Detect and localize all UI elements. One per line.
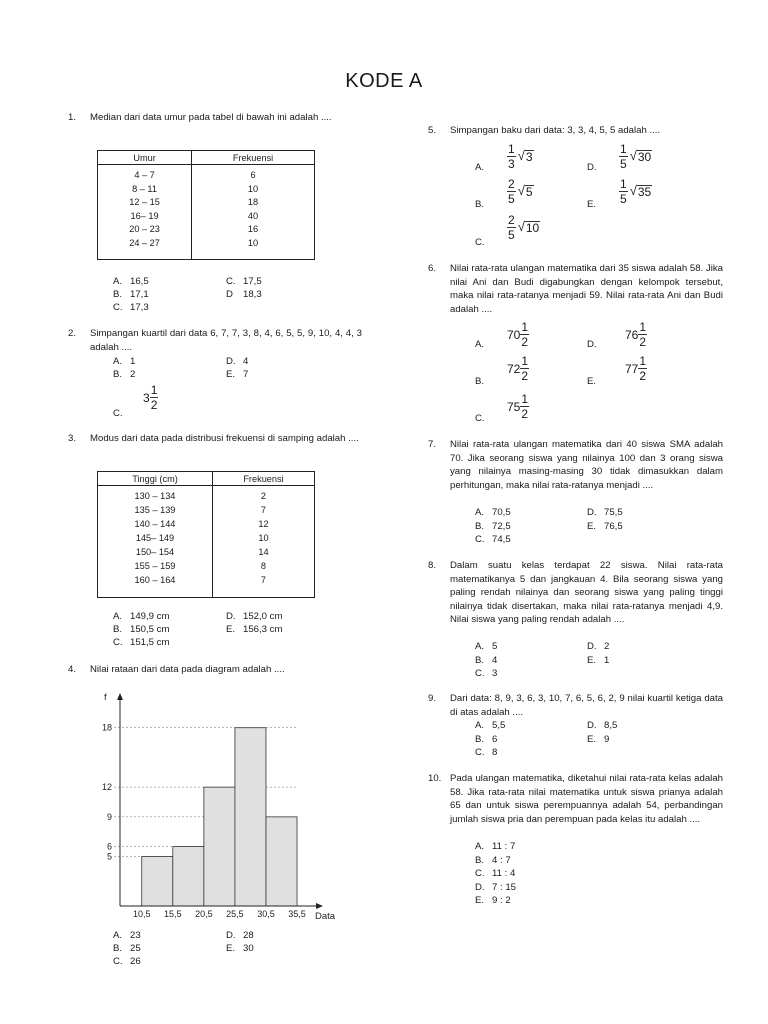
- table-row: [98, 518, 315, 532]
- option-d[interactable]: D. 28: [226, 930, 254, 941]
- height-frequency-table: [97, 471, 315, 598]
- table-cell: 155 – 159: [98, 560, 213, 574]
- x-tick-label: 20,5: [195, 909, 213, 919]
- table-row: [98, 546, 315, 560]
- y-tick-label: 5: [106, 851, 112, 862]
- y-tick-label: 12: [101, 782, 112, 793]
- option-d[interactable]: D. 152,0 cm: [226, 611, 283, 622]
- question-number: 5.: [428, 125, 437, 136]
- table-cell: 4 – 7: [98, 165, 192, 183]
- mixed-fraction: 75 $\frac{1}{2}$: [507, 392, 529, 421]
- table-row: [98, 165, 315, 183]
- mixed-fraction: 3 $\frac{1}{2}$: [143, 383, 158, 412]
- table-cell: 130 – 134: [98, 486, 213, 505]
- question-number: 10.: [428, 773, 442, 784]
- question-7: [428, 438, 723, 492]
- fraction-root: $\frac{1}{5}$ √ 35: [620, 177, 652, 206]
- mixed-fraction: 70 $\frac{1}{2}$: [507, 320, 529, 349]
- y-tick-label: 6: [106, 841, 112, 852]
- option-e[interactable]: E.: [587, 199, 597, 210]
- question-number: 7.: [428, 439, 437, 450]
- option-b[interactable]: B. 2: [113, 369, 136, 380]
- option-a[interactable]: A. 70,5: [475, 507, 511, 518]
- question-text: Simpangan kuartil dari data 6, 7, 7, 3, 8, 4, 6, 5, 5, 9, 10, 4, 4, 3 adalah ....: [90, 328, 362, 353]
- question-4: [68, 663, 362, 677]
- table-row: [98, 223, 315, 237]
- fraction-root: $\frac{2}{5}$ √ 5: [508, 177, 533, 206]
- option-c[interactable]: C.: [113, 408, 123, 419]
- question-text: Modus dari data pada distribusi frekuensi di samping adalah ....: [90, 433, 359, 444]
- question-number: 3.: [68, 433, 77, 444]
- table-cell: 40: [247, 210, 259, 221]
- table-header: Umur: [98, 151, 192, 165]
- option-a[interactable]: A. 5,5: [475, 720, 506, 731]
- table-cell: 24 – 27: [98, 237, 192, 260]
- option-a[interactable]: A.: [475, 162, 485, 173]
- table-row: [98, 196, 315, 210]
- option-b[interactable]: B.: [475, 199, 485, 210]
- option-e[interactable]: E. 1: [587, 654, 610, 666]
- question-text: Pada ulangan matematika, diketahui nilai rata-rata kelas adalah 58. Jika rata-rata nilai matematika untuk siswa prianya adalah 65 dan untuk siswa perempuannya adalah 54, perbandingan jumlah siswa pria dan perempuan pada kelas itu adalah ....: [450, 773, 723, 825]
- mixed-fraction: 76 $\frac{1}{2}$: [625, 320, 647, 349]
- table-cell: 145– 149: [98, 532, 213, 546]
- table-row: [98, 183, 315, 197]
- option-c[interactable]: C. 3: [475, 668, 498, 679]
- x-tick-label: 15,5: [164, 909, 182, 919]
- option-b[interactable]: B. 4 : 7: [475, 854, 511, 866]
- table-cell: 20 – 23: [98, 223, 192, 237]
- question-number: 2.: [68, 328, 77, 339]
- table-row: [98, 560, 315, 574]
- x-tick-label: 10,5: [132, 909, 151, 919]
- option-d[interactable]: D. 8,5: [587, 720, 618, 731]
- option-e[interactable]: E. 7: [226, 369, 249, 380]
- question-1: [68, 111, 362, 125]
- table-cell: 12 – 15: [98, 196, 192, 210]
- question-text: Simpangan baku dari data: 3, 3, 4, 5, 5 adalah ....: [450, 125, 661, 136]
- option-e[interactable]: E. 9 : 2: [475, 895, 511, 906]
- option-d[interactable]: D. 2: [587, 641, 610, 652]
- table-row: [98, 210, 315, 224]
- question-number: 9.: [428, 693, 437, 704]
- table-cell: 16– 19: [98, 210, 192, 224]
- option-c[interactable]: C. 151,5 cm: [113, 637, 170, 648]
- option-a[interactable]: A. 16,5: [113, 276, 149, 287]
- table-row: [98, 504, 315, 518]
- question-10: [428, 772, 723, 826]
- question-2: [68, 327, 362, 354]
- option-a[interactable]: A. 23: [113, 930, 141, 941]
- option-a[interactable]: A. 149,9 cm: [113, 611, 170, 622]
- table-row: [98, 532, 315, 546]
- question-3: [68, 432, 362, 446]
- mixed-fraction: 72 $\frac{1}{2}$: [507, 354, 529, 383]
- question-6: [428, 262, 723, 316]
- question-text: Dalam suatu kelas terdapat 22 siswa. Nilai rata-rata matematikanya 5 dan jangkauan 4. Bila seorang siswa yang paling rendah nilainya dan seorang siswa yang paling tinggi nilainya tidak disertakan, maka nilai rata-ratanya menjadi 4,9. Nilai siswa yang paling rendah adalah ....: [450, 560, 723, 625]
- table-cell: 135 – 139: [98, 504, 213, 518]
- fraction-root: $\frac{1}{3}$ √ 3: [508, 142, 533, 171]
- option-b[interactable]: B. 25: [113, 943, 141, 954]
- option-d[interactable]: D. 4: [226, 356, 249, 367]
- option-c[interactable]: C.: [475, 413, 485, 424]
- bars: [142, 728, 297, 906]
- question-9: [428, 692, 723, 719]
- x-tick-label: 35,5: [288, 909, 306, 919]
- table-cell: 160 – 164: [98, 574, 213, 598]
- option-a[interactable]: A. 5: [475, 641, 498, 652]
- question-text: Nilai rata-rata ulangan matematika dari 40 siswa SMA adalah 70. Jika seorang siswa yang nilainya 100 dan 3 orang siswa yang nilainya masing-masing 30 tidak dimasukkan dalam perhitungan, maka nilai rata-ratanya menjadi ....: [450, 439, 723, 491]
- table-row: [98, 574, 315, 598]
- option-a[interactable]: A. 1: [113, 356, 136, 367]
- table-row: [98, 486, 315, 505]
- option-b[interactable]: B. 17,1: [113, 289, 149, 300]
- option-b[interactable]: B. 150,5 cm: [113, 624, 170, 635]
- table-cell: 10: [247, 237, 259, 248]
- y-tick-label: 9: [106, 811, 112, 822]
- y-axis-label: f: [104, 692, 107, 703]
- table-cell: 8 – 11: [98, 183, 192, 197]
- histogram-bar: [204, 787, 235, 906]
- histogram-bar: [142, 856, 173, 906]
- option-d[interactable]: D.: [587, 339, 597, 350]
- table-cell: 8: [260, 561, 267, 572]
- option-d[interactable]: D. 7 : 15: [475, 881, 517, 893]
- table-cell: 7: [260, 575, 267, 585]
- option-d[interactable]: D 18,3: [226, 289, 262, 300]
- option-c[interactable]: C. 17,5: [226, 276, 262, 287]
- histogram-bar: [173, 847, 204, 906]
- mixed-fraction: 77 $\frac{1}{2}$: [625, 354, 647, 383]
- option-c[interactable]: C. 17,3: [113, 302, 149, 313]
- fraction-root: $\frac{1}{5}$ √ 30: [620, 142, 652, 171]
- option-e[interactable]: E. 30: [226, 943, 254, 954]
- page-title: KODE A: [345, 70, 423, 92]
- option-c[interactable]: C.: [475, 237, 485, 248]
- table-cell: 7: [260, 505, 267, 516]
- question-5: [428, 124, 723, 138]
- option-e[interactable]: E.: [587, 376, 597, 387]
- table-cell: 140 – 144: [98, 518, 213, 532]
- question-text: Dari data: 8, 9, 3, 6, 3, 10, 7, 6, 5, 6, 2, 9 nilai kuartil ketiga data di atas adalah ....: [450, 693, 723, 718]
- x-axis-label: Data: [315, 911, 336, 922]
- question-text: Nilai rataan dari data pada diagram adalah ....: [90, 664, 285, 675]
- table-header: Frekuensi: [192, 151, 315, 165]
- option-d[interactable]: D. 75,5: [587, 507, 623, 518]
- question-text: Median dari data umur pada tabel di bawah ini adalah ....: [90, 112, 332, 123]
- option-b[interactable]: B.: [475, 376, 485, 387]
- option-e[interactable]: E. 9: [587, 733, 610, 745]
- table-row: [98, 237, 315, 260]
- age-frequency-table: [97, 150, 315, 260]
- question-8: [428, 559, 723, 627]
- option-a[interactable]: A. 11 : 7: [475, 841, 516, 852]
- question-number: 4.: [68, 664, 77, 675]
- question-number: 8.: [428, 560, 437, 571]
- question-number: 1.: [68, 112, 77, 123]
- question-number: 6.: [428, 263, 437, 274]
- table-cell: 14: [258, 547, 269, 558]
- table-cell: 10: [247, 183, 259, 194]
- table-cell: 18: [247, 197, 259, 208]
- table-cell: 6: [250, 170, 256, 181]
- x-axis-arrow-icon: [316, 903, 323, 909]
- y-axis-arrow-icon: [117, 693, 123, 700]
- option-d[interactable]: D.: [587, 162, 597, 173]
- histogram-bar: [235, 728, 266, 906]
- histogram-chart: [90, 686, 340, 926]
- option-c[interactable]: C. 26: [113, 956, 141, 967]
- histogram-bar: [266, 817, 297, 906]
- option-c[interactable]: C. 8: [475, 747, 498, 758]
- table-header: Frekuensi: [212, 472, 314, 486]
- option-c[interactable]: C. 74,5: [475, 534, 511, 545]
- option-e[interactable]: E. 156,3 cm: [226, 624, 283, 635]
- table-cell: 10: [258, 533, 269, 544]
- x-tick-label: 25,5: [226, 909, 244, 919]
- option-a[interactable]: A.: [475, 339, 485, 350]
- option-b[interactable]: B. 6: [475, 733, 498, 745]
- option-e[interactable]: E. 76,5: [587, 520, 623, 532]
- table-cell: 150– 154: [98, 546, 213, 560]
- x-tick-label: 30,5: [257, 909, 275, 919]
- table-cell: 16: [247, 224, 259, 235]
- question-text: Nilai rata-rata ulangan matematika dari 35 siswa adalah 58. Jika nilai Ani dan Budi digabungkan dengan kelompok tersebut, maka nilai rata-ratanya menjadi 59. Nilai rata-rata Ani dan Budi adalah ....: [450, 263, 723, 315]
- y-tick-label: 18: [101, 722, 112, 733]
- option-c[interactable]: C. 11 : 4: [475, 868, 516, 879]
- table-header: Tinggi (cm): [98, 472, 213, 486]
- option-b[interactable]: B. 4: [475, 654, 498, 666]
- table-cell: 2: [260, 491, 267, 502]
- option-b[interactable]: B. 72,5: [475, 520, 511, 532]
- fraction-root: $\frac{2}{5}$ √ 10: [508, 213, 540, 242]
- table-cell: 12: [258, 519, 269, 530]
